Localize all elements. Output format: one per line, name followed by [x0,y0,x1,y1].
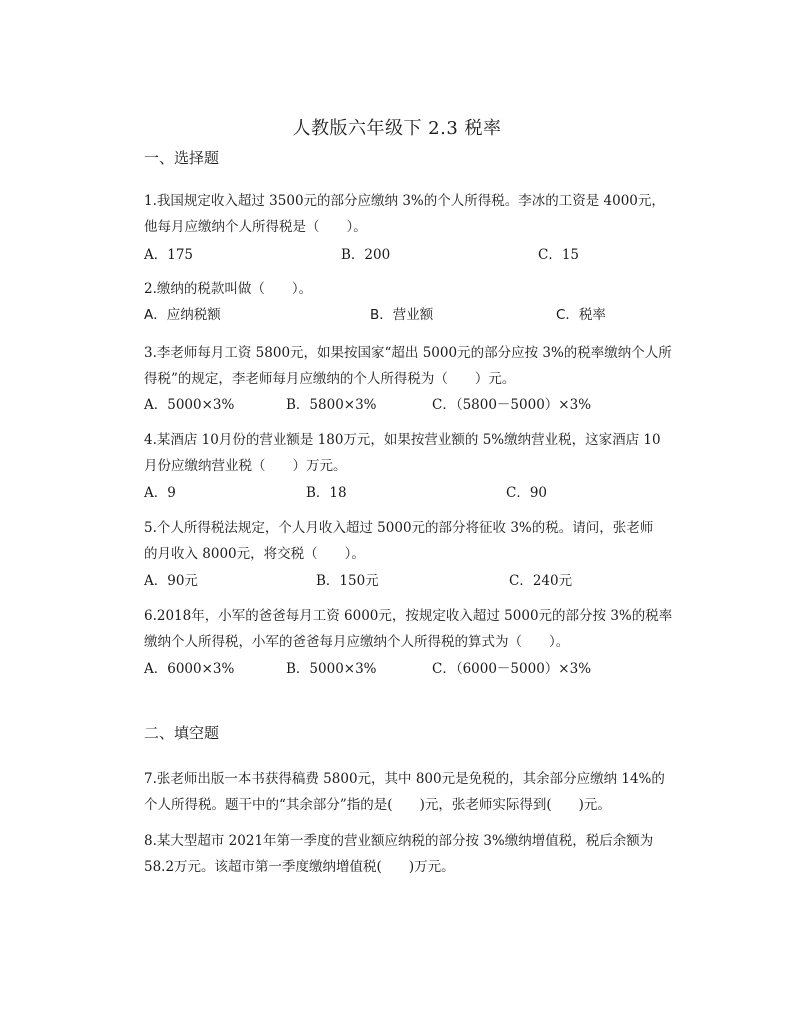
question-2-line-1: 2.缴纳的税款叫做（ ）。 [144,281,313,297]
section-heading-choice: 一、选择题 [144,149,220,167]
question-7-line-1: 7.张老师出版一本书获得稿费 5800元，其中 800元是免税的，其余部分应缴纳 14%的 [144,771,665,787]
question-2-option-b: B．营业额 [370,307,434,323]
question-2-option-c: C．税率 [556,307,606,323]
question-6-option-b: B．5000×3% [286,661,377,677]
question-1-option-b: B．200 [341,247,391,263]
question-7-line-2: 个人所得税。题干中的“其余部分”指的是( )元，张老师实际得到( )元。 [144,797,611,813]
page-title: 人教版六年级下 2.3 税率 [292,118,502,139]
question-4-option-a: A．9 [144,485,176,501]
question-6-line-1: 6.2018年，小军的爸爸每月工资 6000元，按规定收入超过 5000元的部分按 3%的税率 [144,608,673,624]
question-3-option-b: B．5800×3% [286,397,377,413]
question-3-line-1: 3.李老师每月工资 5800元，如果按国家“超出 5000元的部分应按 3%的税率缴纳个人所 [144,345,672,361]
question-5-option-b: B．150元 [316,573,379,589]
question-8-line-2: 58.2万元。该超市第一季度缴纳增值税( )万元。 [144,859,455,875]
question-6-option-c: C．（6000－5000）×3% [432,661,592,677]
question-4-line-1: 4.某酒店 10月份的营业额是 180万元，如果按营业额的 5%缴纳营业税，这家酒店 10 [144,432,661,448]
question-4-line-2: 月份应缴纳营业税（ ）万元。 [144,458,347,474]
question-6-line-2: 缴纳个人所得税，小军的爸爸每月应缴纳个人所得税的算式为（ ）。 [144,634,570,650]
question-5-line-2: 的月收入 8000元，将交税（ ）。 [144,546,365,562]
question-5-option-c: C．240元 [509,573,573,589]
question-1-option-a: A．175 [144,247,194,263]
question-6-option-a: A．6000×3% [144,661,235,677]
question-5-option-a: A．90元 [144,573,198,589]
question-3-option-c: C．（5800－5000）×3% [432,397,592,413]
question-4-option-c: C．90 [506,485,548,501]
question-5-line-1: 5.个人所得税法规定，个人月收入超过 5000元的部分将征收 3%的税。请问，张老师 [144,520,654,536]
question-8-line-1: 8.某大型超市 2021年第一季度的营业额应纳税的部分按 3%缴纳增值税，税后余额为 [144,833,654,849]
question-1-line-1: 1.我国规定收入超过 3500元的部分应缴纳 3%的个人所得税。李冰的工资是 4000元， [144,193,665,209]
question-1-option-c: C．15 [538,247,580,263]
question-2-option-a: A．应纳税额 [144,307,221,323]
question-1-line-2: 他每月应缴纳个人所得税是（ ）。 [144,219,367,235]
question-3-option-a: A．5000×3% [144,397,235,413]
section-heading-fill: 二、填空题 [144,724,220,742]
question-3-line-2: 得税”的规定，李老师每月应缴纳的个人所得税为（ ）元。 [144,371,516,387]
question-4-option-b: B．18 [306,485,347,501]
